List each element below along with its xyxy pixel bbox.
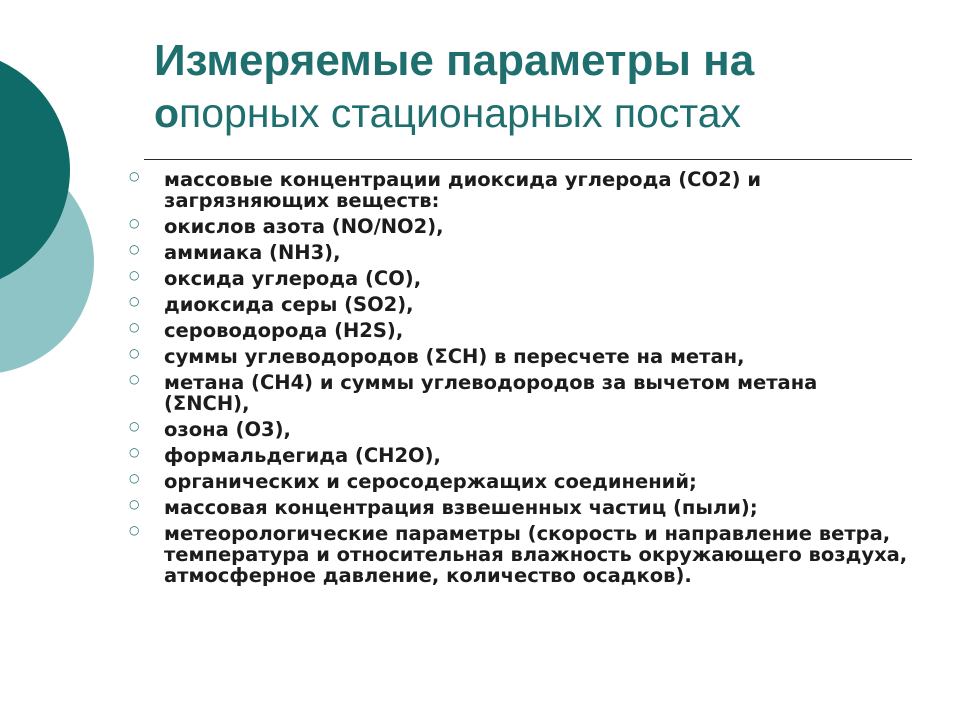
- bullet-item: [128, 419, 908, 440]
- bullet-circle-icon: ○: [129, 294, 140, 308]
- bullet-list: [128, 169, 908, 591]
- bullet-text: диоксида серы (SO2),: [164, 293, 414, 316]
- bullet-text: органических и серосодержащих соединений;: [164, 470, 697, 493]
- bullet-text: массовые концентрации диоксида углерода (СО2) и загрязняющих веществ:: [164, 168, 761, 212]
- title-line-2: [154, 88, 934, 138]
- bullet-text: метана (СН4) и суммы углеводородов за вычетом метана (ΣNСН),: [164, 371, 818, 415]
- bullet-item: [128, 471, 908, 492]
- bullet-circle-icon: ○: [129, 216, 140, 230]
- bullet-text: оксида углерода (СО),: [164, 267, 422, 290]
- decorative-circles: [0, 0, 140, 400]
- bullet-circle-icon: ○: [129, 419, 140, 433]
- bullet-text: метеорологические параметры (скорость и направление ветра, температура и относительная влажность окружающего воздуха, атмосферное давление, количество осадков).: [164, 522, 908, 587]
- bullet-item: [128, 268, 908, 289]
- bullet-item: [128, 320, 908, 341]
- title-divider: [144, 159, 912, 160]
- title-line-2-rest: порных стационарных постах: [179, 89, 742, 136]
- bullet-item: [128, 294, 908, 315]
- bullet-circle-icon: ○: [129, 169, 140, 183]
- bullet-text: озона (О3),: [164, 418, 291, 441]
- title-line-1: Измеряемые параметры на: [154, 36, 755, 85]
- title-line-2-first-letter: о: [154, 89, 180, 136]
- bullet-item: [128, 216, 908, 237]
- bullet-item: [128, 169, 908, 211]
- bullet-item: [128, 523, 908, 586]
- bullet-item: [128, 497, 908, 518]
- bullet-circle-icon: ○: [129, 471, 140, 485]
- bullet-text: окислов азота (NO/NO2),: [164, 215, 444, 238]
- bullet-circle-icon: ○: [129, 242, 140, 256]
- bullet-text: формальдегида (СН2О),: [164, 444, 441, 467]
- bullet-text: массовая концентрация взвешенных частиц (пыли);: [164, 496, 758, 519]
- slide-title: [154, 34, 934, 138]
- bullet-circle-icon: ○: [129, 372, 140, 386]
- bullet-item: [128, 242, 908, 263]
- bullet-text: суммы углеводородов (ΣСН) в пересчете на метан,: [164, 345, 745, 368]
- bullet-text: аммиака (NH3),: [164, 241, 341, 264]
- bullet-item: [128, 445, 908, 466]
- bullet-circle-icon: ○: [129, 346, 140, 360]
- bullet-circle-icon: ○: [129, 268, 140, 282]
- bullet-item: [128, 346, 908, 367]
- bullet-text: сероводорода (H2S),: [164, 319, 404, 342]
- bullet-item: [128, 372, 908, 414]
- bullet-circle-icon: ○: [129, 445, 140, 459]
- bullet-circle-icon: ○: [129, 320, 140, 334]
- bullet-circle-icon: ○: [129, 497, 140, 511]
- bullet-circle-icon: ○: [129, 523, 140, 537]
